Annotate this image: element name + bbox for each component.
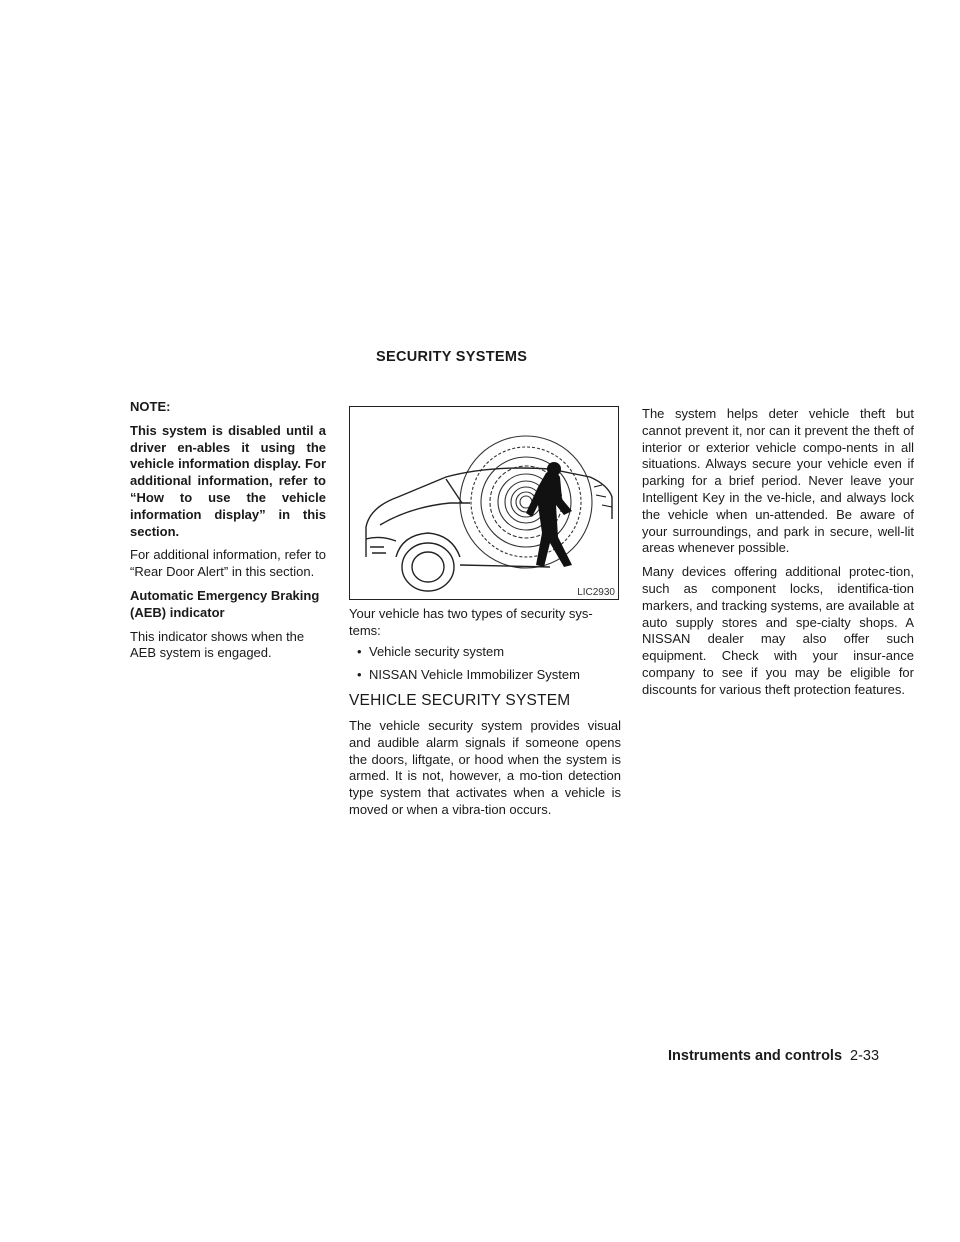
page-footer <box>668 1048 914 1064</box>
list-item <box>349 644 621 661</box>
additional-protection-paragraph: Many devices offering additional protec-tion, such as component locks, identifica-tion markers, and tracking systems, are available at auto supply stores and spe-cialty shops. A NISSAN dealer may also offer such equipment. Check with your insur-ance company to see if you may be eligible for discounts for various theft protection features. <box>642 564 914 697</box>
page-number: 2-33 <box>850 1048 880 1064</box>
deterrence-paragraph: The system helps deter vehicle theft but cannot prevent it, nor can it prevent the theft of interior or exterior vehicle compo-nents in all situations. Always secure your vehicle even if parking for a brief period. Never leave your Intelligent Key in the ve-hicle, and always lock the vehicle when un-attended. Be aware of your surroundings, and park in secure, well-lit areas whenever possible. <box>642 406 914 556</box>
vehicle-security-subheading: VEHICLE SECURITY SYSTEM <box>349 692 571 710</box>
list-item <box>349 667 621 684</box>
bullet-icon: • <box>357 667 362 683</box>
intro-text: Your vehicle has two types of security sys-tems: <box>349 606 593 638</box>
chapter-title: Instruments and controls <box>668 1048 843 1064</box>
right-column <box>642 406 914 706</box>
section-title: SECURITY SYSTEMS <box>376 349 528 365</box>
car-security-illustration-icon <box>350 407 620 601</box>
middle-column <box>349 406 621 826</box>
bullet-icon: • <box>357 643 362 659</box>
vehicle-security-body: The vehicle security system provides visual and audible alarm signals if someone opens the doors, liftgate, or hood when the system is armed. It is not, however, a mo-tion detection type system that activates when a vehicle is moved or when a vibra-tion occurs. <box>349 717 621 817</box>
list-item-label: NISSAN Vehicle Immobilizer System <box>369 667 580 683</box>
figure-code: LIC2930 <box>577 587 615 598</box>
note-label: NOTE: <box>130 399 171 414</box>
left-column <box>130 399 326 669</box>
list-item-label: Vehicle security system <box>369 643 505 659</box>
aeb-heading: Automatic Emergency Braking (AEB) indicator <box>130 587 320 620</box>
rear-door-alert-reference: For additional information, refer to “Rear Door Alert” in this section. <box>130 547 326 580</box>
aeb-text: This indicator shows when the AEB system is engaged. <box>130 628 305 661</box>
note-text: This system is disabled until a driver en-ables it using the vehicle information display. For additional information, refer to “How to use the vehicle information display” in this section. <box>130 422 326 539</box>
security-figure <box>349 406 619 600</box>
security-type-list <box>349 644 621 685</box>
